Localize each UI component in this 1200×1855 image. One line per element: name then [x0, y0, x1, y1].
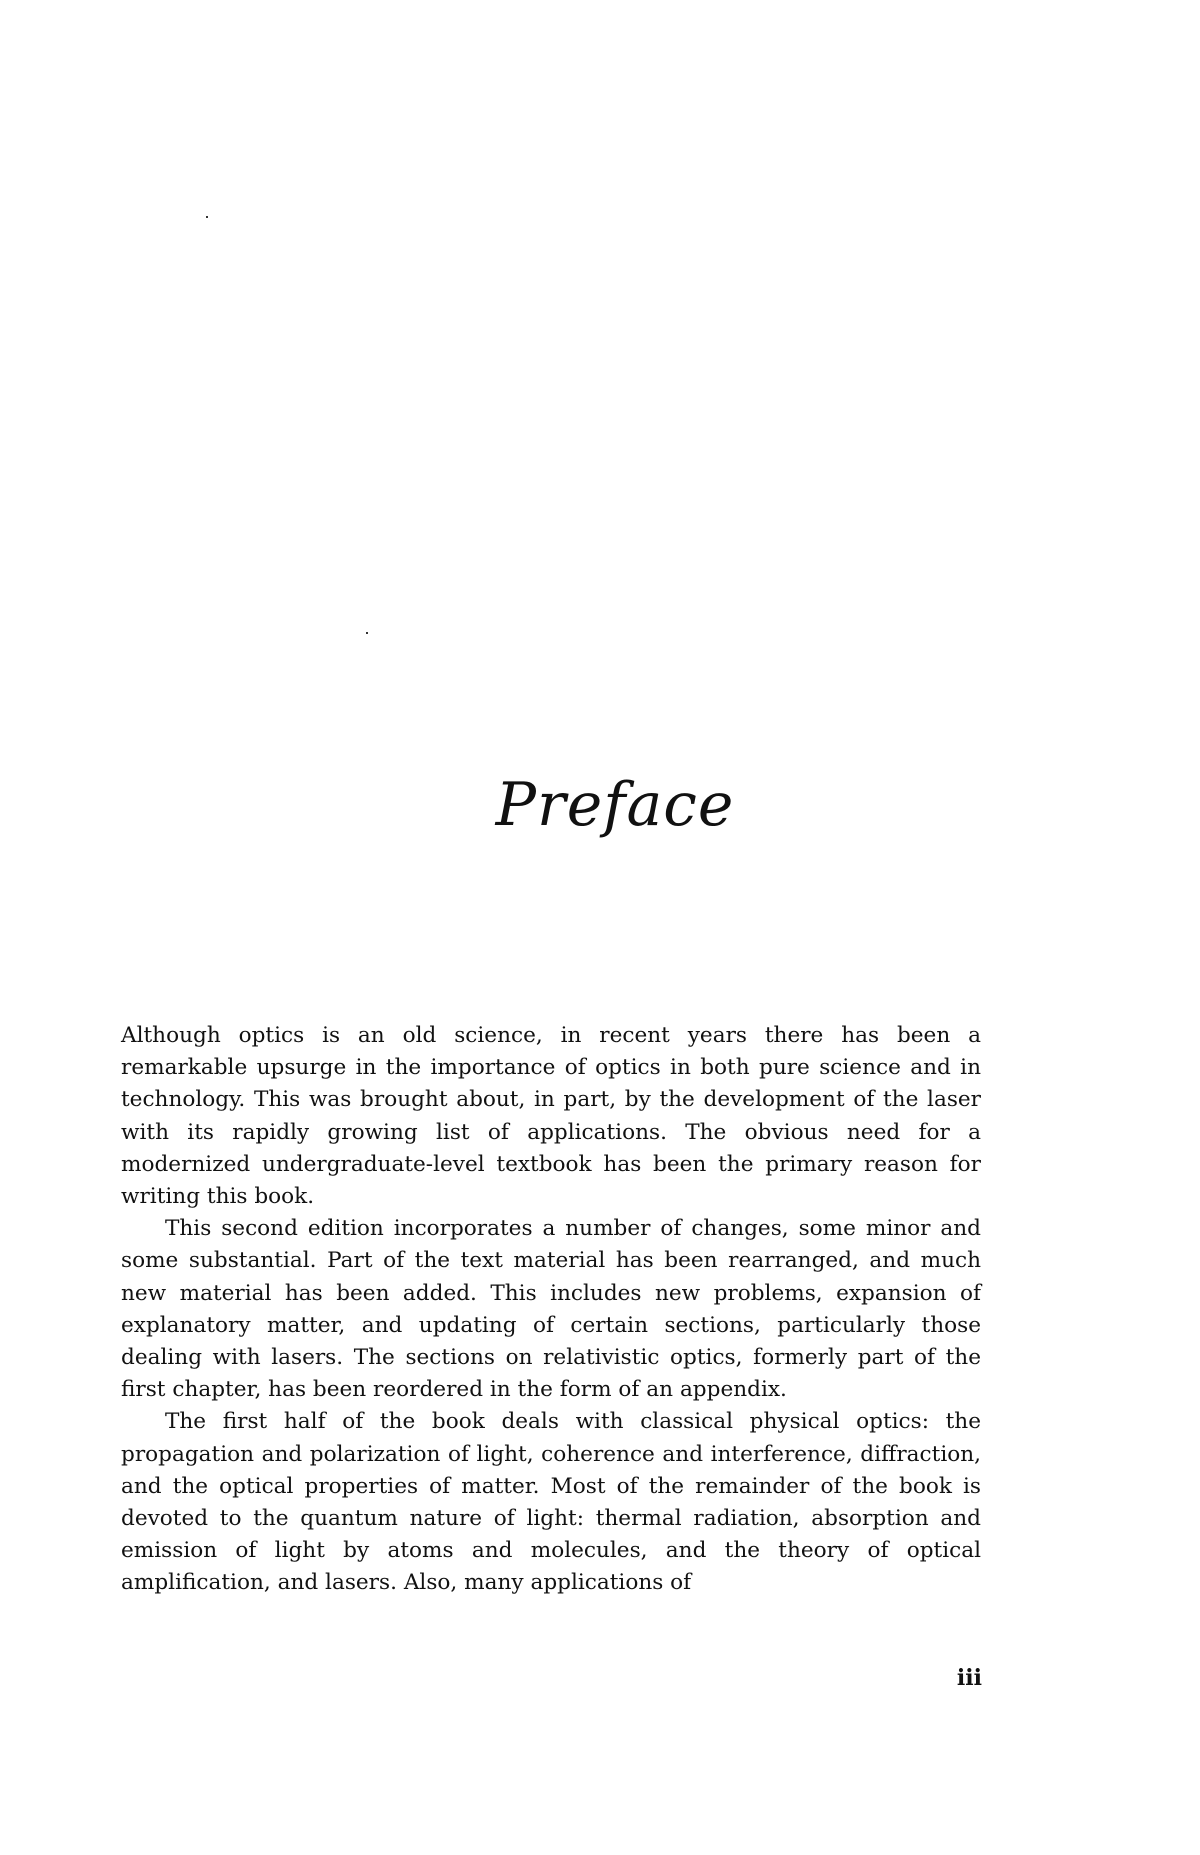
- page-number: iii: [956, 1665, 982, 1691]
- page-title: Preface: [495, 770, 735, 840]
- paragraph: Although optics is an old science, in recent years there has been a remarkable upsurge in the importance of optics in both pure science and in technology. This was brought about, in part, by the development of the laser with its rapidly growing list of applications. The obvious need for a modernized undergraduate-level textbook has been the primary reason for writing this book.: [121, 1023, 981, 1210]
- paragraph: This second edition incorporates a number of changes, some minor and some substantial. Part of the text material has been rearranged, and much new material has been added. This includes new problems, expansion of explanatory matter, and updating of certain sections, particularly those dealing with lasers. The sections on relativistic optics, formerly part of the first chapter, has been reordered in the form of an appendix.: [121, 1216, 981, 1403]
- paragraph: The first half of the book deals with classical physical optics: the propagation and polarization of light, coherence and interference, diffraction, and the optical properties of matter. Most of the remainder of the book is devoted to the quantum nature of light: thermal radiation, absorption and emission of light by atoms and molecules, and the theory of optical amplification, and lasers. Also, many applications of: [121, 1409, 981, 1596]
- scan-speck: [206, 216, 208, 218]
- body-text: [121, 1020, 981, 1600]
- scan-speck: [366, 632, 368, 634]
